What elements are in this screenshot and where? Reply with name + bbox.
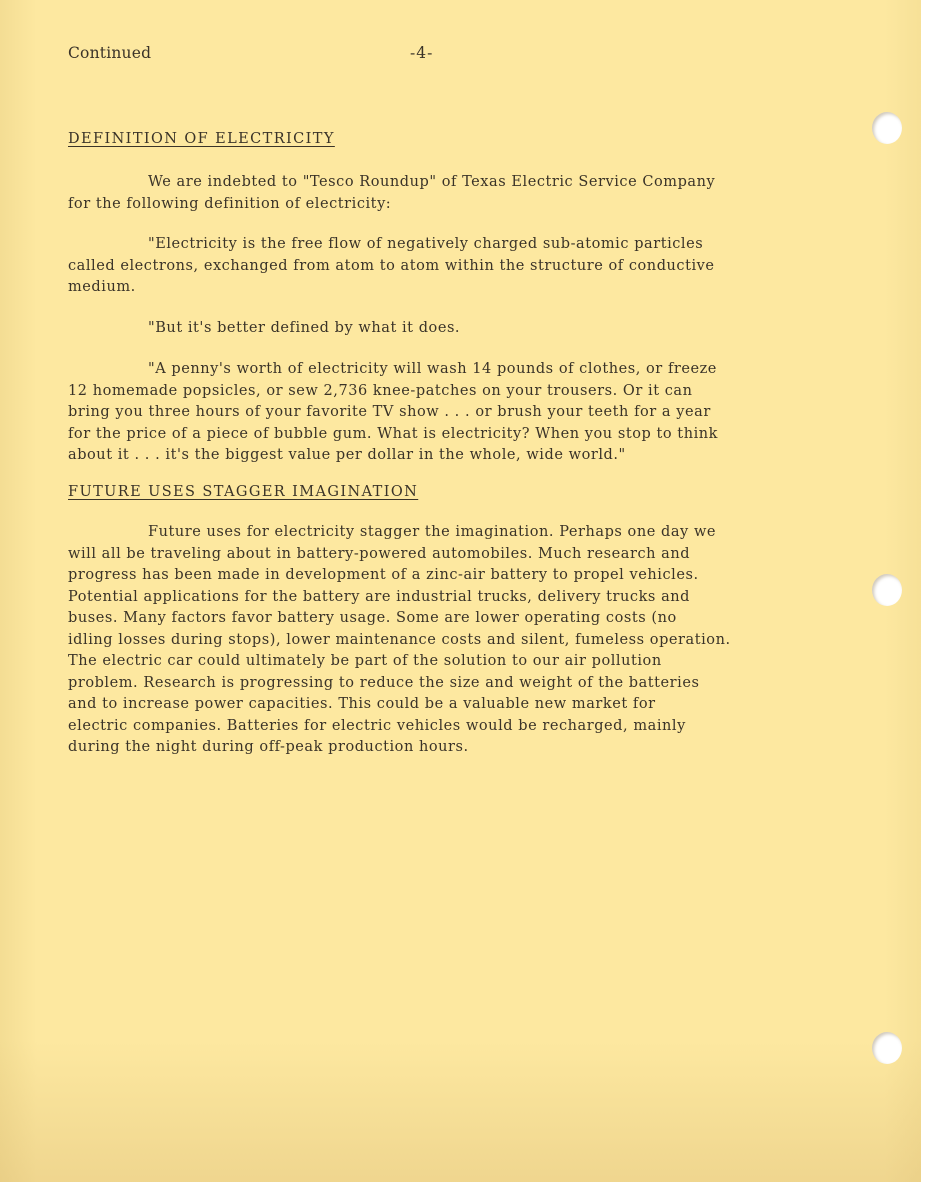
text-line: progress has been made in development of a zinc-air battery to propel vehicles. — [68, 567, 699, 583]
section-title-definition: DEFINITION OF ELECTRICITY — [68, 131, 335, 147]
punch-hole-top — [872, 112, 902, 144]
text-line: for the price of a piece of bubble gum. What is electricity? When you stop to think — [68, 425, 718, 442]
continued-label: Continued — [68, 44, 152, 62]
section-title-future-uses: FUTURE USES STAGGER IMAGINATION — [68, 484, 419, 500]
page-number: -4- — [410, 44, 434, 62]
text-line: "Electricity is the free flow of negatively charged sub-atomic particles — [148, 236, 704, 252]
text-line: The electric car could ultimately be part of the solution to our air pollution — [68, 653, 662, 669]
text-line: and to increase power capacities. This could be a valuable new market for — [68, 696, 656, 712]
text-line: will all be traveling about in battery-powered automobiles. Much research and — [68, 545, 691, 562]
paragraph-penny-worth — [68, 359, 843, 467]
punch-hole-middle — [872, 574, 902, 606]
text-line: "But it's better defined by what it does. — [148, 320, 461, 336]
text-line: for the following definition of electricity: — [68, 195, 392, 212]
text-line: We are indebted to "Tesco Roundup" of Texas Electric Service Company — [148, 174, 716, 190]
text-line: Future uses for electricity stagger the imagination. Perhaps one day we — [148, 524, 717, 540]
text-line: problem. Research is progressing to reduce the size and weight of the batteries — [68, 674, 700, 691]
text-line: 12 homemade popsicles, or sew 2,736 knee-patches on your trousers. Or it can — [68, 382, 693, 399]
text-line: "A penny's worth of electricity will wash 14 pounds of clothes, or freeze — [148, 361, 717, 377]
text-line: Potential applications for the battery are industrial trucks, delivery trucks and — [68, 588, 690, 605]
text-line: idling losses during stops), lower maintenance costs and silent, fumeless operation. — [68, 631, 731, 648]
text-line: buses. Many factors favor battery usage. Some are lower operating costs (no — [68, 610, 677, 626]
text-line: medium. — [68, 279, 136, 295]
paragraph-indebted — [68, 172, 843, 215]
text-line: about it . . . it's the biggest value per dollar in the whole, wide world." — [68, 447, 626, 463]
text-line: electric companies. Batteries for electric vehicles would be recharged, mainly — [68, 717, 686, 734]
text-line: during the night during off-peak production hours. — [68, 739, 469, 755]
text-line: called electrons, exchanged from atom to atom within the structure of conductive — [68, 257, 715, 274]
paragraph-definition-quote — [68, 234, 843, 299]
text-line: bring you three hours of your favorite TV show . . . or brush your teeth for a year — [68, 404, 711, 420]
paragraph-better-defined — [68, 318, 843, 340]
paragraph-future-uses — [68, 522, 843, 759]
punch-hole-bottom — [872, 1032, 902, 1064]
